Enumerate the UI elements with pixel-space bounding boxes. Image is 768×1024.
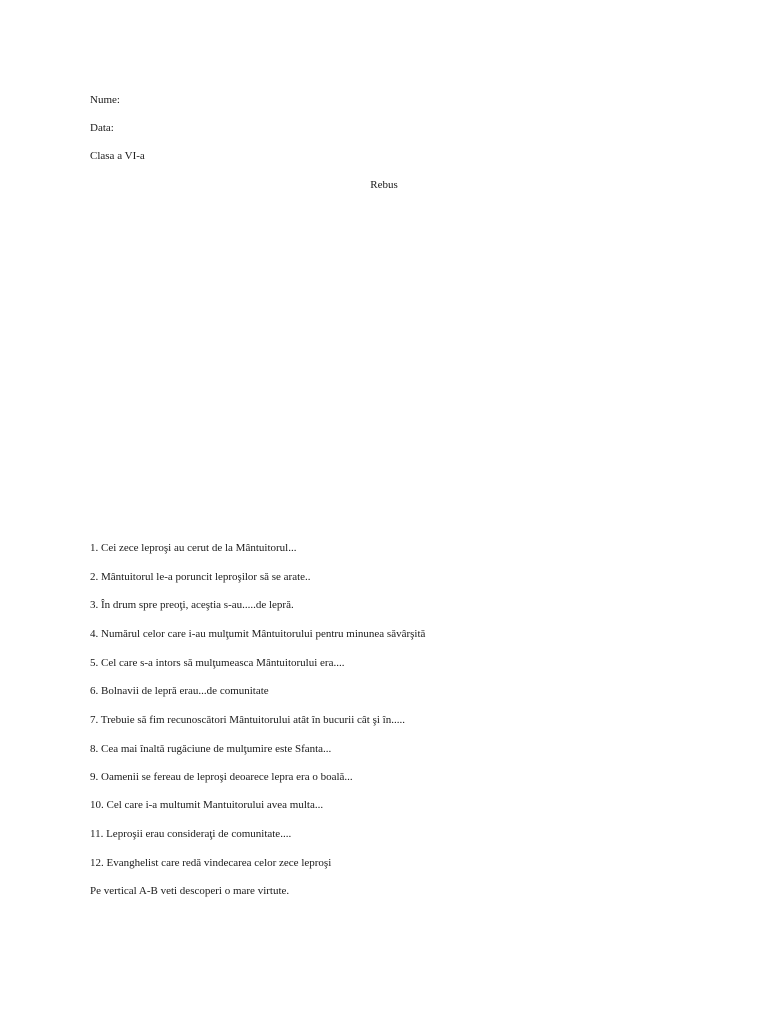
question-7: 7. Trebuie să fim recunoscători Mântuitorului atât în bucurii cât şi în.....	[90, 714, 405, 726]
question-10: 10. Cel care i-a multumit Mantuitorului avea multa...	[90, 799, 324, 811]
question-12: 12. Evanghelist care redă vindecarea celor zece leproşi	[90, 857, 332, 869]
question-6: 6. Bolnavii de lepră erau...de comunitate	[90, 685, 269, 697]
name-label: Nume:	[90, 94, 120, 106]
date-label: Data:	[90, 122, 114, 134]
footer-instruction: Pe vertical A-B veti descoperi o mare virtute.	[90, 885, 290, 897]
crossword-area	[90, 205, 678, 525]
question-1: 1. Cei zece leproşi au cerut de la Mântuitorul...	[90, 542, 297, 554]
question-2: 2. Mântuitorul le-a poruncit leproşilor să se arate..	[90, 571, 311, 583]
question-9: 9. Oamenii se fereau de leproşi deoarece lepra era o boală...	[90, 771, 353, 783]
question-8: 8. Cea mai înaltă rugăciune de mulţumire este Sfanta...	[90, 743, 332, 755]
question-11: 11. Leproşii erau consideraţi de comunitate....	[90, 828, 292, 840]
question-4: 4. Numărul celor care i-au mulţumit Mântuitorului pentru minunea săvârşită	[90, 628, 426, 640]
class-label: Clasa a VI-a	[90, 150, 145, 162]
question-5: 5. Cel care s-a intors să mulţumeasca Mântuitorului era....	[90, 657, 345, 669]
page-title: Rebus	[370, 179, 398, 191]
question-3: 3. În drum spre preoţi, aceştia s-au.....de lepră.	[90, 599, 294, 611]
